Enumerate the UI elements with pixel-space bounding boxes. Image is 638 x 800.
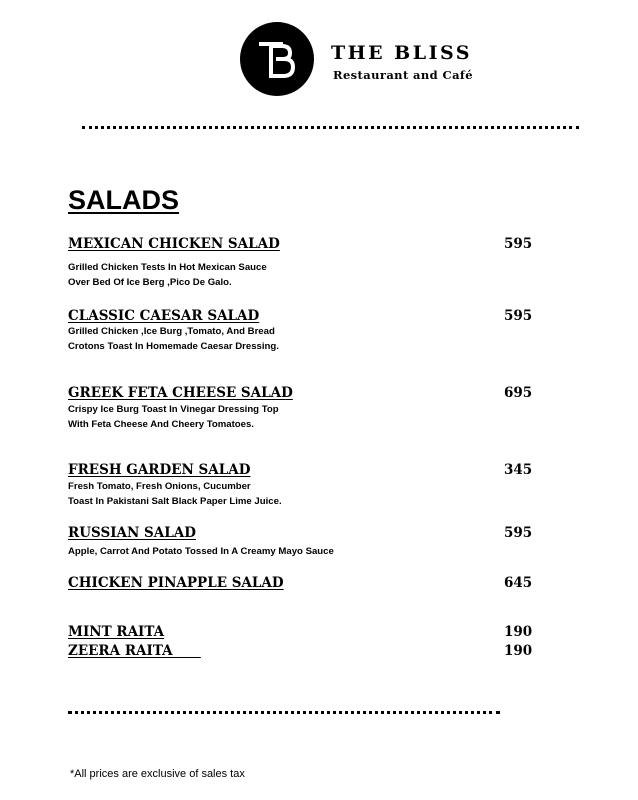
menu-item-description: Over Bed Of Ice Berg ,Pico De Galo. <box>68 277 232 288</box>
menu-item-description: Grilled Chicken Tests In Hot Mexican Sauce <box>68 262 267 273</box>
menu-item-description: With Feta Cheese And Cheery Tomatoes. <box>68 419 254 430</box>
menu-item-price: 595 <box>504 308 533 324</box>
menu-item-description: Toast In Pakistani Salt Black Paper Lime Juice. <box>68 496 282 507</box>
menu-item-price: 190 <box>504 643 533 659</box>
menu-item-description: Grilled Chicken ,Ice Burg ,Tomato, And Bread <box>68 326 275 337</box>
menu-item-price: 190 <box>504 624 533 640</box>
menu-item-name: MEXICAN CHICKEN SALAD <box>68 236 280 252</box>
menu-item-name: CLASSIC CAESAR SALAD <box>68 308 260 324</box>
menu-item-price: 345 <box>504 462 533 478</box>
menu-item-description: Crotons Toast In Homemade Caesar Dressing. <box>68 341 279 352</box>
section-title: SALADS <box>68 185 180 215</box>
bottom-dotted-divider <box>68 711 500 714</box>
brand-tagline: Restaurant and Café <box>333 68 473 82</box>
menu-item-name: CHICKEN PINAPPLE SALAD <box>68 575 284 591</box>
menu-item-description: Fresh Tomato, Fresh Onions, Cucumber <box>68 481 251 492</box>
menu-item-description: Crispy Ice Burg Toast In Vinegar Dressing Top <box>68 404 279 415</box>
menu-item-name: RUSSIAN SALAD <box>68 525 196 541</box>
menu-item-price: 595 <box>504 525 533 541</box>
menu-item-name: ZEERA RAITA <box>68 643 201 659</box>
menu-item-description: Apple, Carrot And Potato Tossed In A Creamy Mayo Sauce <box>68 546 334 557</box>
tax-footnote: *All prices are exclusive of sales tax <box>70 768 245 780</box>
brand-name: THE BLISS <box>331 42 473 64</box>
menu-item-name: FRESH GARDEN SALAD <box>68 462 251 478</box>
logo <box>240 22 314 96</box>
menu-item-price: 595 <box>504 236 533 252</box>
menu-item-price: 645 <box>504 575 533 591</box>
menu-item-name: MINT RAITA <box>68 624 165 640</box>
menu-item-price: 695 <box>504 385 533 401</box>
top-dotted-divider <box>82 126 579 129</box>
tb-monogram-icon <box>240 22 314 96</box>
menu-item-name: GREEK FETA CHEESE SALAD <box>68 385 293 401</box>
